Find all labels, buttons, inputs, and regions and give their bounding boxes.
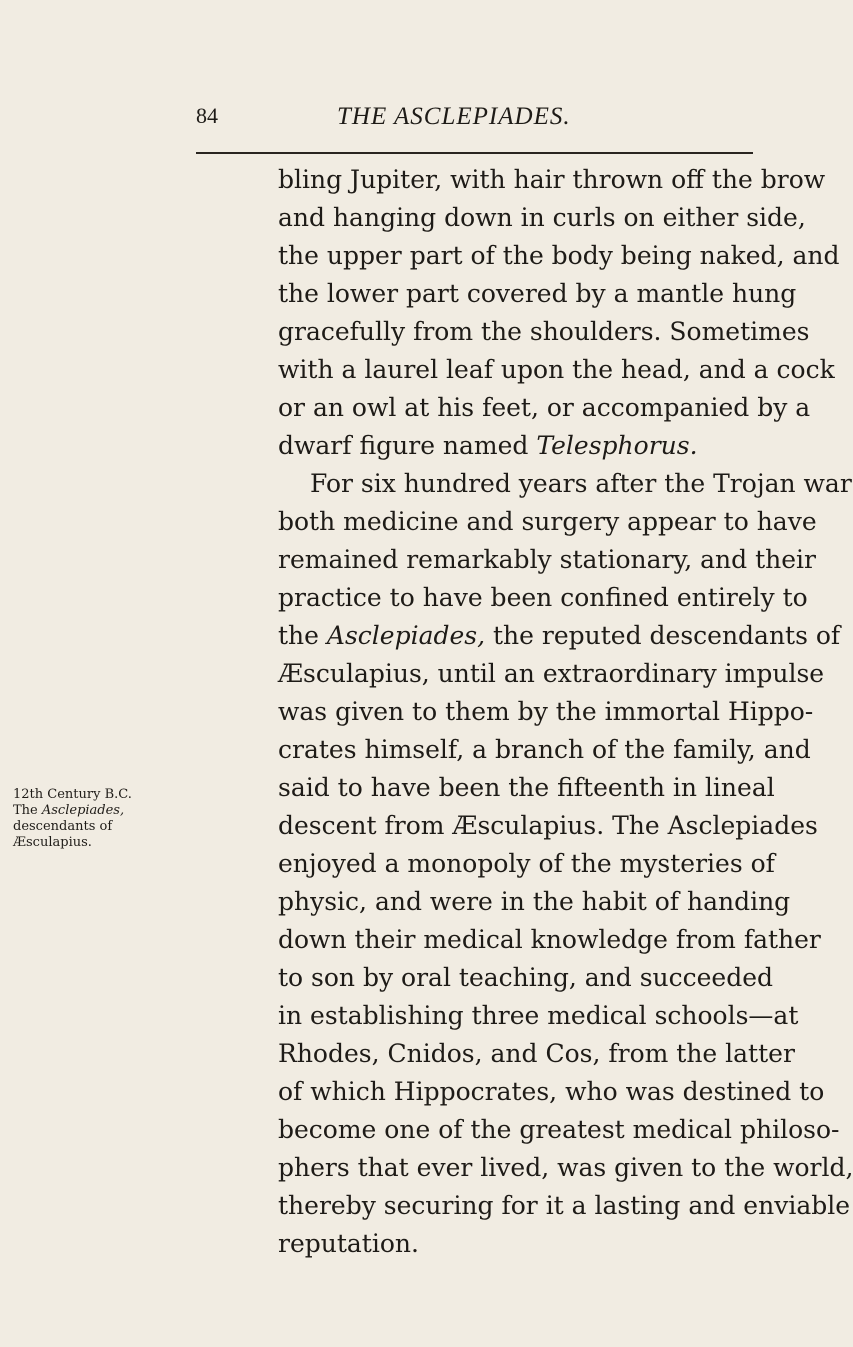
text-line: the upper part of the body being naked, and bbox=[278, 241, 840, 270]
text-line: gracefully from the shoulders. Sometimes bbox=[278, 317, 810, 346]
text-line: or an owl at his feet, or accompanied by a bbox=[278, 393, 811, 422]
text-span: the bbox=[278, 621, 327, 650]
text-line: For six hundred years after the Trojan war bbox=[310, 469, 852, 498]
text-line: crates himself, a branch of the family, and bbox=[278, 735, 811, 764]
margin-note-line: descendants of bbox=[13, 819, 113, 834]
margin-note bbox=[13, 787, 193, 851]
text-span: the reputed descendants of bbox=[485, 621, 841, 650]
text-line: enjoyed a monopoly of the mysteries of bbox=[278, 849, 775, 878]
text-line: with a laurel leaf upon the head, and a cock bbox=[278, 355, 835, 384]
text-line: said to have been the fifteenth in lineal bbox=[278, 773, 775, 802]
text-line: physic, and were in the habit of handing bbox=[278, 887, 791, 916]
text-line: descent from Æsculapius. The Asclepiades bbox=[278, 811, 818, 840]
italic-name: Asclepiades, bbox=[326, 621, 486, 650]
text-line: both medicine and surgery appear to have bbox=[278, 507, 817, 536]
text-line: Rhodes, Cnidos, and Cos, from the latter bbox=[278, 1039, 795, 1068]
margin-note-text: The bbox=[13, 803, 42, 818]
text-line: practice to have been confined entirely to bbox=[278, 583, 808, 612]
text-line: become one of the greatest medical philoso- bbox=[278, 1115, 840, 1144]
margin-note-line: 12th Century B.C. bbox=[13, 787, 132, 802]
running-title: THE ASCLEPIADES. bbox=[337, 103, 571, 130]
margin-note-italic: Asclepiades, bbox=[41, 803, 125, 818]
text-line: the lower part covered by a mantle hung bbox=[278, 279, 797, 308]
body-text bbox=[278, 161, 853, 1263]
margin-note-line: Æsculapius. bbox=[13, 835, 92, 850]
text-line: reputation. bbox=[278, 1229, 419, 1258]
text-line: phers that ever lived, was given to the world, bbox=[278, 1153, 853, 1182]
text-line: remained remarkably stationary, and their bbox=[278, 545, 817, 574]
header-rule bbox=[196, 152, 753, 154]
text-span: dwarf figure named bbox=[278, 431, 537, 460]
page-number: 84 bbox=[196, 103, 218, 128]
text-line: thereby securing for it a lasting and enviable bbox=[278, 1191, 851, 1220]
text-line: down their medical knowledge from father bbox=[278, 925, 821, 954]
text-line: Æsculapius, until an extraordinary impulse bbox=[278, 659, 825, 688]
text-line bbox=[278, 427, 758, 465]
margin-note-line bbox=[13, 803, 193, 819]
text-line: in establishing three medical schools—at bbox=[278, 1001, 799, 1030]
text-line bbox=[278, 617, 841, 655]
text-line: to son by oral teaching, and succeeded bbox=[278, 963, 774, 992]
italic-name: Telesphorus. bbox=[536, 431, 698, 460]
text-line: of which Hippocrates, who was destined to bbox=[278, 1077, 825, 1106]
text-line: was given to them by the immortal Hippo- bbox=[278, 697, 814, 726]
text-line: bling Jupiter, with hair thrown off the brow bbox=[278, 165, 826, 194]
text-line: and hanging down in curls on either side, bbox=[278, 203, 806, 232]
